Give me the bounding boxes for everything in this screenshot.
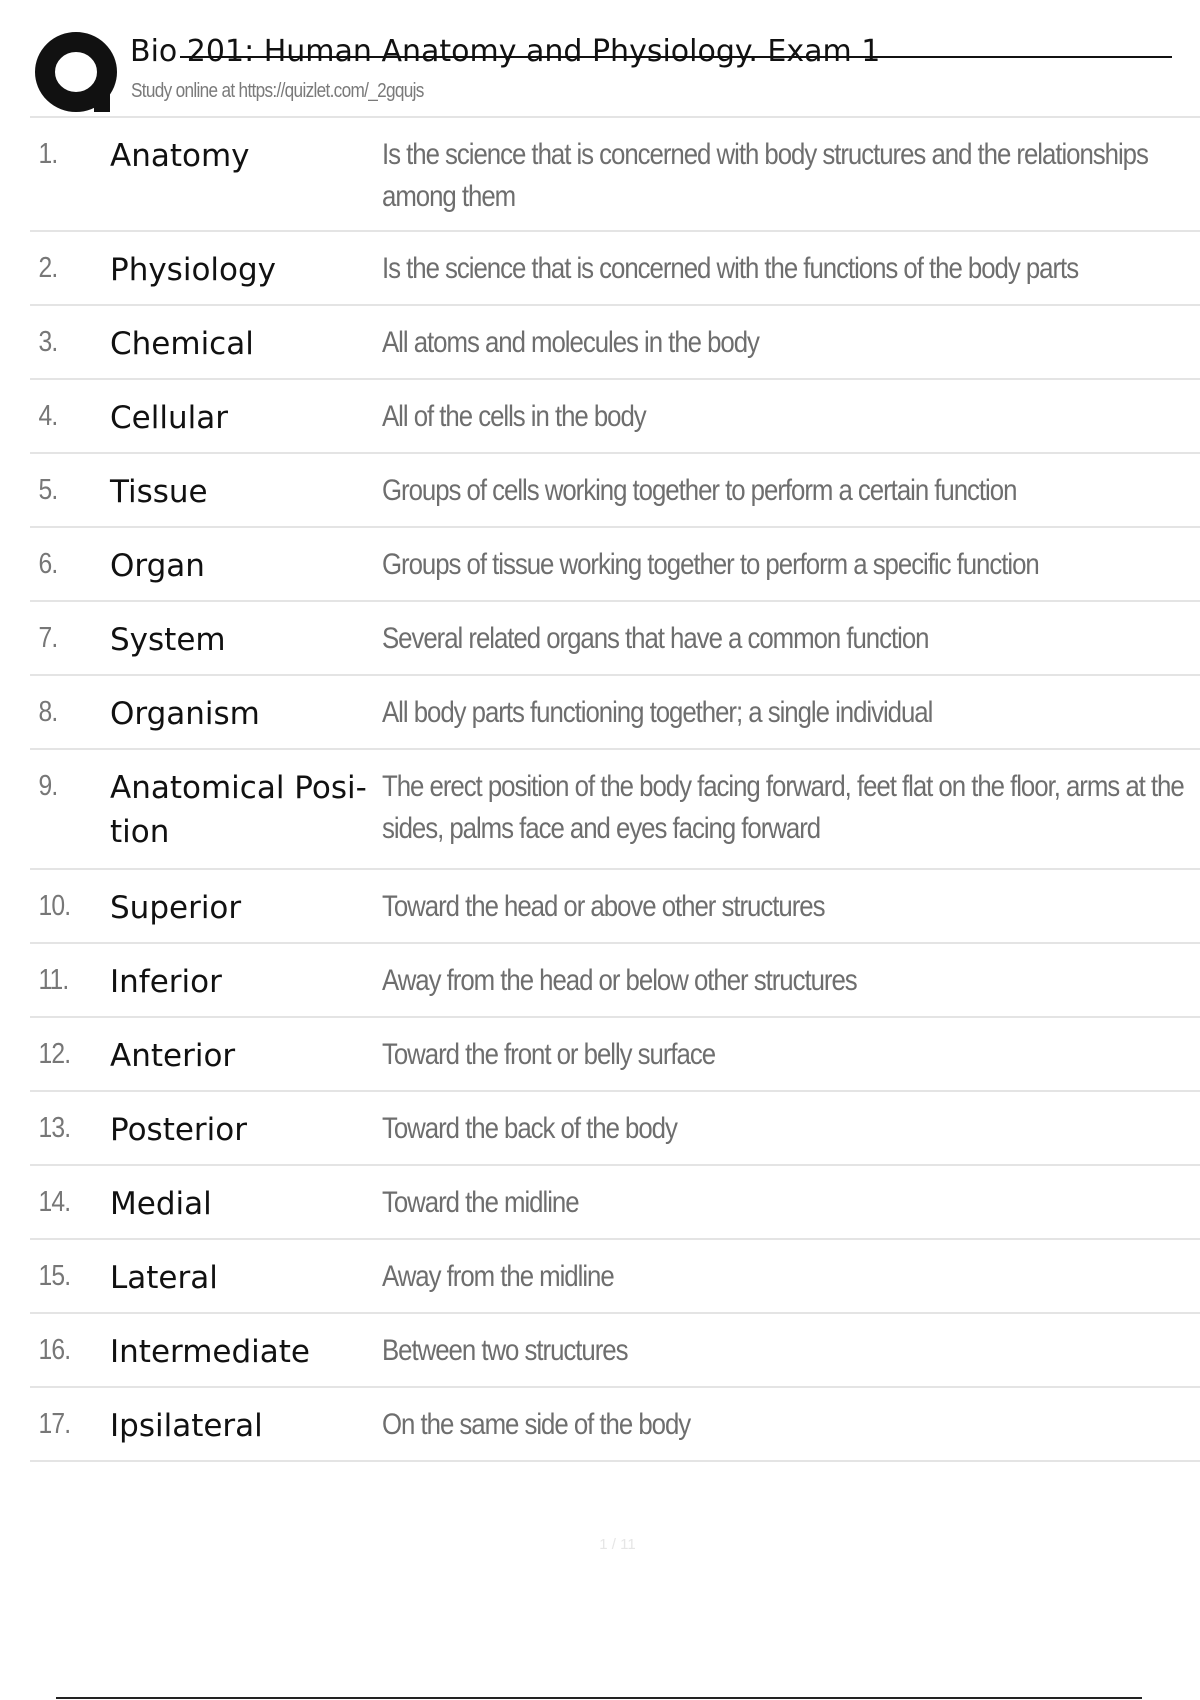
flashcard-row [30,944,1200,1018]
card-number: 16. [38,1334,71,1366]
flashcard-row [30,1240,1200,1314]
card-term: Tissue [110,474,208,510]
flashcard-row [30,1388,1200,1462]
card-definition: All of the cells in the body [382,400,646,433]
card-definition: Between two structures [382,1334,628,1367]
card-number: 15. [38,1260,71,1292]
page-number: 1 / 11 [599,1536,636,1553]
card-number: 6. [38,548,58,580]
card-number: 13. [38,1112,71,1144]
card-term: Anatomical Posi- tion [110,770,367,850]
flashcard-row [30,1018,1200,1092]
card-definition: The erect position of the body facing forward, feet flat on the floor, arms at the sides, palms face and eyes facing forward [382,770,1184,845]
flashcard-row [30,454,1200,528]
flashcard-row [30,870,1200,944]
card-term: Posterior [110,1112,248,1148]
card-number: 11. [38,964,69,996]
study-online-link[interactable]: Study online at https://quizlet.com/_2gqujs [131,80,424,102]
flashcard-row [30,380,1200,454]
bottom-divider [56,1697,1142,1699]
card-definition: Is the science that is concerned with the functions of the body parts [382,252,1079,285]
quizlet-q-logo-icon [32,32,142,114]
card-number: 14. [38,1186,71,1218]
card-term: Inferior [110,964,222,1000]
flashcard-row [30,232,1200,306]
card-number: 5. [38,474,58,506]
card-number: 10. [38,890,71,922]
card-definition: All atoms and molecules in the body [382,326,759,359]
card-definition: On the same side of the body [382,1408,691,1441]
flashcard-row [30,118,1200,232]
card-definition: Toward the front or belly surface [382,1038,716,1071]
flashcard-row [30,306,1200,380]
flashcard-row [30,1314,1200,1388]
card-term: Medial [110,1186,212,1222]
card-term: Physiology [110,252,277,288]
flashcard-row [30,1092,1200,1166]
flashcard-row [30,676,1200,750]
title-strike-line [180,56,1172,58]
card-term: Anatomy [110,138,250,174]
page-header [30,28,1140,118]
card-term: Superior [110,890,242,926]
card-definition: Groups of tissue working together to perform a specific function [382,548,1039,581]
card-definition: All body parts functioning together; a single individual [382,696,933,729]
flashcard-row [30,1166,1200,1240]
card-term: Ipsilateral [110,1408,263,1444]
flashcard-row [30,528,1200,602]
card-term: Organ [110,548,205,584]
page-title: Bio 201: Human Anatomy and Physiology. Exam 1 [130,34,881,69]
card-term: Cellular [110,400,228,436]
card-term: Anterior [110,1038,236,1074]
card-term: Lateral [110,1260,218,1296]
card-number: 17. [38,1408,71,1440]
flashcard-list [30,116,1200,1462]
card-definition: Away from the head or below other structures [382,964,857,997]
card-number: 7. [38,622,58,654]
card-definition: Toward the head or above other structures [382,890,825,923]
card-number: 2. [38,252,58,284]
card-number: 12. [38,1038,71,1070]
card-definition: Toward the midline [382,1186,579,1219]
card-number: 3. [38,326,58,358]
card-definition: Toward the back of the body [382,1112,677,1145]
flashcard-row [30,602,1200,676]
card-number: 1. [38,138,58,170]
card-definition: Several related organs that have a common function [382,622,929,655]
card-term: System [110,622,226,658]
card-term: Intermediate [110,1334,311,1370]
card-term: Chemical [110,326,254,362]
card-number: 4. [38,400,58,432]
card-definition: Is the science that is concerned with body structures and the relationships among them [382,138,1148,213]
flashcard-row [30,750,1200,870]
card-number: 9. [38,770,58,802]
card-definition: Away from the midline [382,1260,614,1293]
card-definition: Groups of cells working together to perform a certain function [382,474,1017,507]
card-term: Organism [110,696,260,732]
card-number: 8. [38,696,58,728]
